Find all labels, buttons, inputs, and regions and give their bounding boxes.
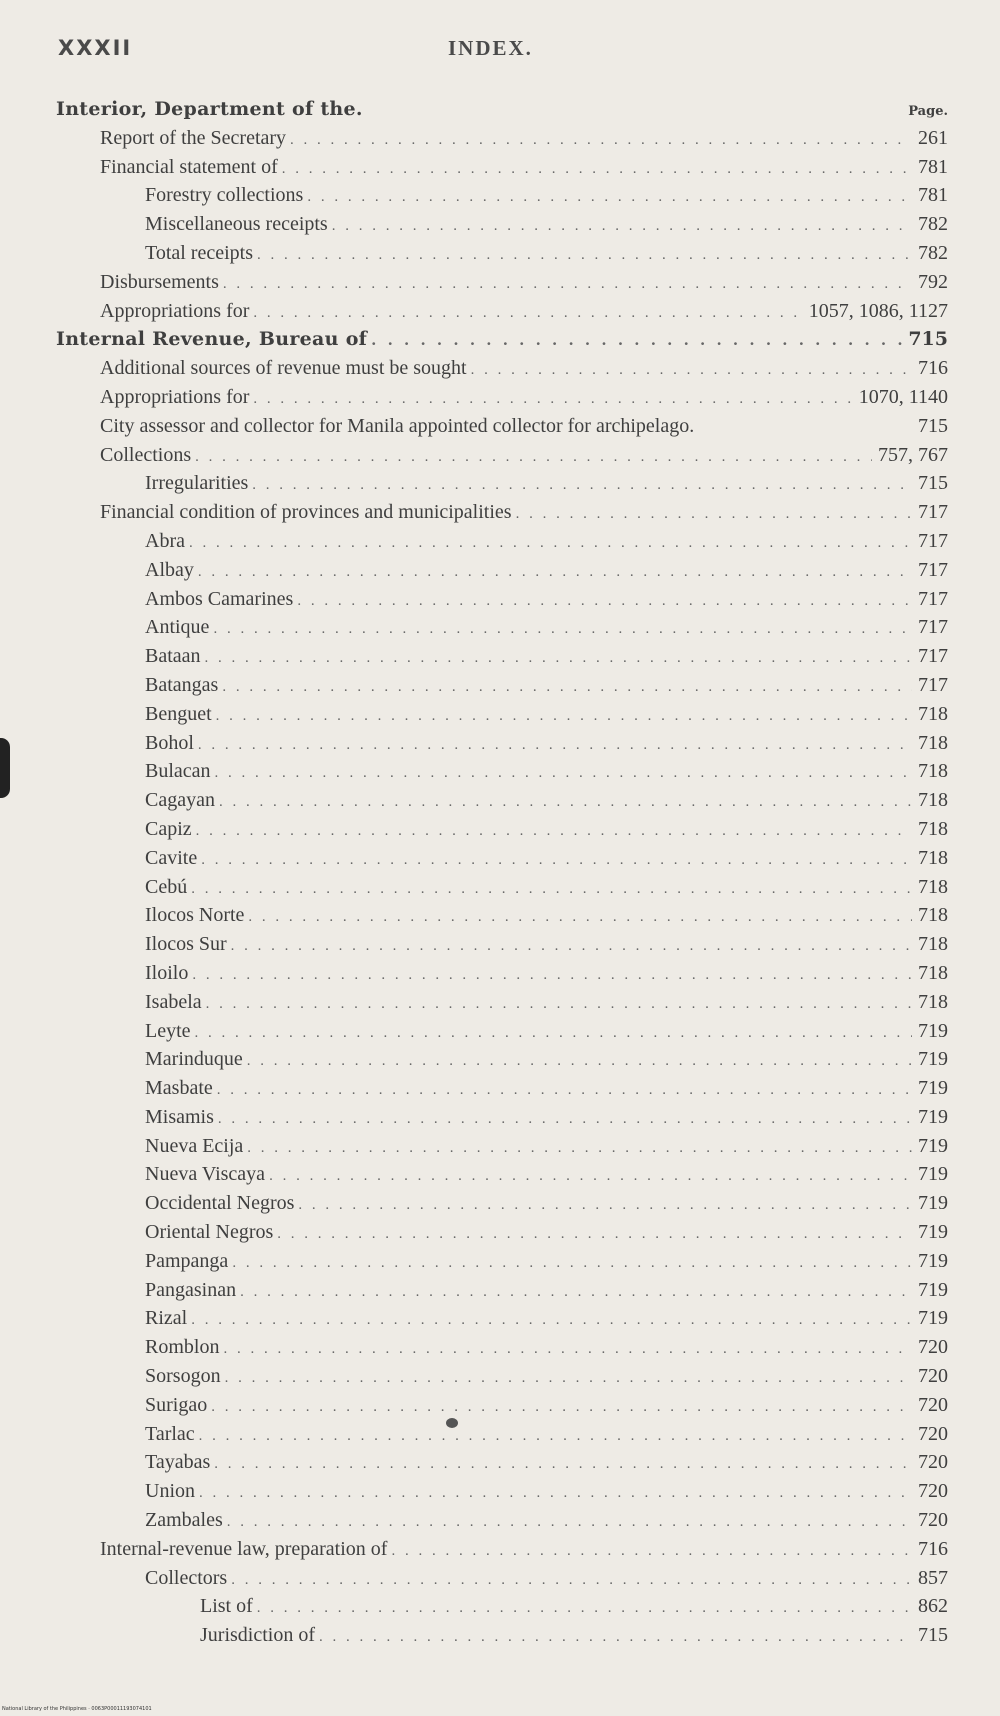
entry-page: 792 — [918, 270, 948, 293]
dot-leader — [199, 1479, 912, 1508]
dot-leader — [189, 529, 912, 558]
dot-leader — [253, 385, 852, 414]
index-entries — [0, 95, 1000, 1650]
entry-page: 720 — [918, 1393, 948, 1416]
entry-label: Disbursements — [100, 270, 219, 293]
index-entry — [0, 1362, 1000, 1391]
entry-label: Internal Revenue, Bureau of — [56, 328, 368, 351]
index-entry — [0, 815, 1000, 844]
entry-label: List of — [200, 1595, 253, 1618]
page-title: INDEX. — [448, 36, 533, 60]
entry-page: 720 — [918, 1336, 948, 1359]
entry-label: Masbate — [145, 1077, 213, 1100]
entry-label: Abra — [145, 529, 185, 552]
entry-page: 718 — [918, 990, 948, 1013]
index-entry — [0, 181, 1000, 210]
index-entry — [0, 1621, 1000, 1650]
index-entry — [0, 239, 1000, 268]
entry-label: Cagayan — [145, 789, 215, 812]
entry-page: 719 — [918, 1077, 948, 1100]
index-entry — [0, 1189, 1000, 1218]
index-entry — [0, 988, 1000, 1017]
dot-leader — [231, 932, 912, 961]
index-entry — [0, 1535, 1000, 1564]
entry-label: Isabela — [145, 990, 202, 1013]
index-entry — [0, 383, 1000, 412]
entry-label: Tayabas — [145, 1451, 211, 1474]
dot-leader — [516, 500, 912, 529]
entry-label: Interior, Department of the. — [56, 98, 363, 120]
entry-page: 718 — [918, 875, 948, 898]
page-column-label: Page. — [908, 104, 948, 119]
entry-label: Cebú — [145, 875, 188, 898]
dot-leader — [371, 326, 902, 355]
entry-label: Report of the Secretary — [100, 126, 287, 149]
index-entry — [0, 786, 1000, 815]
dot-leader — [277, 1220, 912, 1249]
entry-label: Albay — [145, 558, 194, 581]
entry-label: Occidental Negros — [145, 1192, 295, 1215]
entry-page: 719 — [918, 1249, 948, 1272]
entry-label: Marinduque — [145, 1048, 243, 1071]
entry-page: 718 — [918, 702, 948, 725]
entry-label: Surigao — [145, 1393, 208, 1416]
index-entry — [0, 1448, 1000, 1477]
entry-label: Collections — [100, 443, 192, 466]
entry-label: Irregularities — [145, 472, 249, 495]
entry-page: 718 — [918, 731, 948, 754]
index-entry — [0, 700, 1000, 729]
entry-label: Nueva Ecija — [145, 1134, 244, 1157]
dot-leader — [225, 1364, 912, 1393]
index-entry — [0, 1564, 1000, 1593]
index-entry — [0, 1074, 1000, 1103]
index-heading — [0, 95, 1000, 124]
index-entry — [0, 469, 1000, 498]
index-entry — [0, 1103, 1000, 1132]
index-entry — [0, 412, 1000, 441]
entry-label: Internal-revenue law, preparation of — [100, 1537, 388, 1560]
index-heading — [0, 325, 1000, 354]
entry-page: 719 — [918, 1221, 948, 1244]
entry-label: Iloilo — [145, 961, 189, 984]
entry-label: Financial condition of provinces and municipalities — [100, 501, 512, 524]
entry-page: 862 — [918, 1595, 948, 1618]
entry-label: Jurisdiction of — [200, 1624, 315, 1647]
index-entry — [0, 930, 1000, 959]
entry-page: 718 — [918, 789, 948, 812]
entry-page: 717 — [918, 529, 948, 552]
dot-leader — [248, 903, 912, 932]
index-entry — [0, 1218, 1000, 1247]
entry-page: 716 — [918, 1537, 948, 1560]
index-entry — [0, 1391, 1000, 1420]
entry-page: 781 — [918, 155, 948, 178]
index-entry — [0, 671, 1000, 700]
entry-page: 720 — [918, 1480, 948, 1503]
dot-leader — [290, 126, 912, 155]
entry-label: Miscellaneous receipts — [145, 213, 328, 236]
entry-page: 757, 767 — [878, 443, 948, 466]
dot-leader — [223, 1335, 912, 1364]
dot-leader — [232, 1249, 912, 1278]
index-entry — [0, 642, 1000, 671]
dot-leader — [213, 615, 912, 644]
index-entry — [0, 757, 1000, 786]
index-entry — [0, 498, 1000, 527]
entry-label: Antique — [145, 616, 210, 639]
index-entry — [0, 844, 1000, 873]
entry-label: Zambales — [145, 1509, 223, 1532]
entry-page: 715 — [918, 472, 948, 495]
index-entry — [0, 1160, 1000, 1189]
dot-leader — [201, 846, 912, 875]
entry-label: Bataan — [145, 645, 201, 668]
entry-page: 719 — [918, 1019, 948, 1042]
index-entry — [0, 441, 1000, 470]
dot-leader — [257, 1594, 912, 1623]
index-entry — [0, 729, 1000, 758]
dot-leader — [195, 1019, 912, 1048]
entry-page: 715 — [918, 1624, 948, 1647]
entry-page: 720 — [918, 1365, 948, 1388]
dot-leader — [206, 990, 912, 1019]
entry-page: 720 — [918, 1509, 948, 1532]
entry-label: Collectors — [145, 1566, 228, 1589]
entry-label: Capiz — [145, 817, 192, 840]
entry-label: Benguet — [145, 702, 212, 725]
dot-leader — [216, 702, 912, 731]
entry-label: Pampanga — [145, 1249, 229, 1272]
entry-label: Appropriations for — [100, 385, 250, 408]
dot-leader — [223, 270, 912, 299]
entry-label: Total receipts — [145, 241, 253, 264]
entry-label: Misamis — [145, 1105, 214, 1128]
dot-leader — [253, 299, 802, 328]
entry-page: 715 — [918, 414, 948, 437]
index-entry — [0, 210, 1000, 239]
entry-page: 782 — [918, 241, 948, 264]
dot-leader — [195, 443, 872, 472]
dot-leader — [217, 1076, 912, 1105]
entry-label: Additional sources of revenue must be sought — [100, 357, 467, 380]
entry-page: 718 — [918, 846, 948, 869]
dot-leader — [191, 1306, 912, 1335]
entry-label: Appropriations for — [100, 299, 250, 322]
dot-leader — [247, 1134, 912, 1163]
index-entry — [0, 268, 1000, 297]
entry-page: 719 — [918, 1278, 948, 1301]
dot-leader — [297, 587, 912, 616]
dot-leader — [471, 356, 912, 385]
index-entry — [0, 873, 1000, 902]
entry-label: Oriental Negros — [145, 1221, 274, 1244]
entry-page: 717 — [918, 558, 948, 581]
entry-label: Ilocos Norte — [145, 904, 245, 927]
entry-page: 720 — [918, 1422, 948, 1445]
entry-label: Forestry collections — [145, 184, 304, 207]
index-entry — [0, 527, 1000, 556]
entry-page: 718 — [918, 933, 948, 956]
dot-leader — [247, 1047, 912, 1076]
page-number: XXXII — [58, 36, 133, 60]
index-entry — [0, 613, 1000, 642]
dot-leader — [252, 471, 912, 500]
dot-leader — [332, 212, 912, 241]
index-entry — [0, 556, 1000, 585]
index-entry — [0, 153, 1000, 182]
entry-label: City assessor and collector for Manila appointed collector for archipelago. — [100, 414, 695, 437]
index-entry — [0, 1045, 1000, 1074]
dot-leader — [298, 1191, 912, 1220]
entry-label: Cavite — [145, 846, 198, 869]
dot-leader — [282, 155, 912, 184]
entry-page: 718 — [918, 904, 948, 927]
scan-footer: National Library of the Philippines · 0063P00011193074101 — [2, 1706, 152, 1712]
index-entry — [0, 1017, 1000, 1046]
dot-leader — [222, 673, 912, 702]
dot-leader — [218, 1105, 912, 1134]
entry-page: 717 — [918, 645, 948, 668]
dot-leader — [196, 817, 912, 846]
entry-label: Financial statement of — [100, 155, 278, 178]
entry-label: Ilocos Sur — [145, 933, 227, 956]
entry-page: 719 — [918, 1048, 948, 1071]
dot-leader — [191, 875, 912, 904]
dot-leader — [257, 241, 912, 270]
index-entry — [0, 1247, 1000, 1276]
entry-page: 782 — [918, 213, 948, 236]
entry-label: Romblon — [145, 1336, 220, 1359]
index-entry — [0, 901, 1000, 930]
index-entry — [0, 1132, 1000, 1161]
entry-page: 719 — [918, 1134, 948, 1157]
dot-leader — [231, 1566, 912, 1595]
dot-leader — [211, 1393, 912, 1422]
entry-label: Bulacan — [145, 760, 211, 783]
index-entry — [0, 124, 1000, 153]
dot-leader — [199, 1422, 912, 1451]
entry-page: 718 — [918, 817, 948, 840]
dot-leader — [269, 1162, 912, 1191]
index-entry — [0, 1304, 1000, 1333]
entry-page: 717 — [918, 673, 948, 696]
dot-leader — [391, 1537, 912, 1566]
entry-label: Bohol — [145, 731, 194, 754]
page-header — [58, 36, 950, 76]
index-entry — [0, 1420, 1000, 1449]
dot-leader — [198, 731, 912, 760]
entry-label: Ambos Camarines — [145, 587, 294, 610]
entry-page: 717 — [918, 616, 948, 639]
index-entry — [0, 1276, 1000, 1305]
entry-page: 261 — [918, 126, 948, 149]
dot-leader — [219, 788, 912, 817]
entry-page: 716 — [918, 357, 948, 380]
entry-page: 718 — [918, 760, 948, 783]
entry-label: Batangas — [145, 673, 219, 696]
dot-leader — [214, 1450, 912, 1479]
entry-page: 720 — [918, 1451, 948, 1474]
dot-leader — [227, 1508, 912, 1537]
dot-leader — [205, 644, 912, 673]
dot-leader — [198, 558, 912, 587]
entry-label: Rizal — [145, 1307, 188, 1330]
dot-leader — [307, 183, 912, 212]
dot-leader — [319, 1623, 912, 1652]
entry-page: 715 — [908, 328, 948, 351]
dot-leader — [240, 1278, 912, 1307]
entry-page: 1057, 1086, 1127 — [808, 299, 948, 322]
index-entry — [0, 1592, 1000, 1621]
index-entry — [0, 297, 1000, 326]
dot-leader — [192, 961, 912, 990]
entry-page: 857 — [918, 1566, 948, 1589]
entry-page: 719 — [918, 1307, 948, 1330]
index-entry — [0, 585, 1000, 614]
entry-page: 719 — [918, 1192, 948, 1215]
entry-page: 1070, 1140 — [858, 385, 948, 408]
index-entry — [0, 1506, 1000, 1535]
entry-label: Leyte — [145, 1019, 191, 1042]
entry-page: 781 — [918, 184, 948, 207]
entry-page: 717 — [918, 587, 948, 610]
entry-label: Union — [145, 1480, 195, 1503]
index-entry — [0, 1477, 1000, 1506]
index-entry — [0, 1333, 1000, 1362]
entry-page: 719 — [918, 1163, 948, 1186]
entry-label: Sorsogon — [145, 1365, 221, 1388]
index-entry — [0, 959, 1000, 988]
entry-label: Tarlac — [145, 1422, 195, 1445]
entry-label: Pangasinan — [145, 1278, 237, 1301]
entry-page: 719 — [918, 1105, 948, 1128]
dot-leader — [215, 759, 912, 788]
entry-label: Nueva Viscaya — [145, 1163, 266, 1186]
entry-page: 718 — [918, 961, 948, 984]
entry-page: 717 — [918, 501, 948, 524]
index-entry — [0, 354, 1000, 383]
